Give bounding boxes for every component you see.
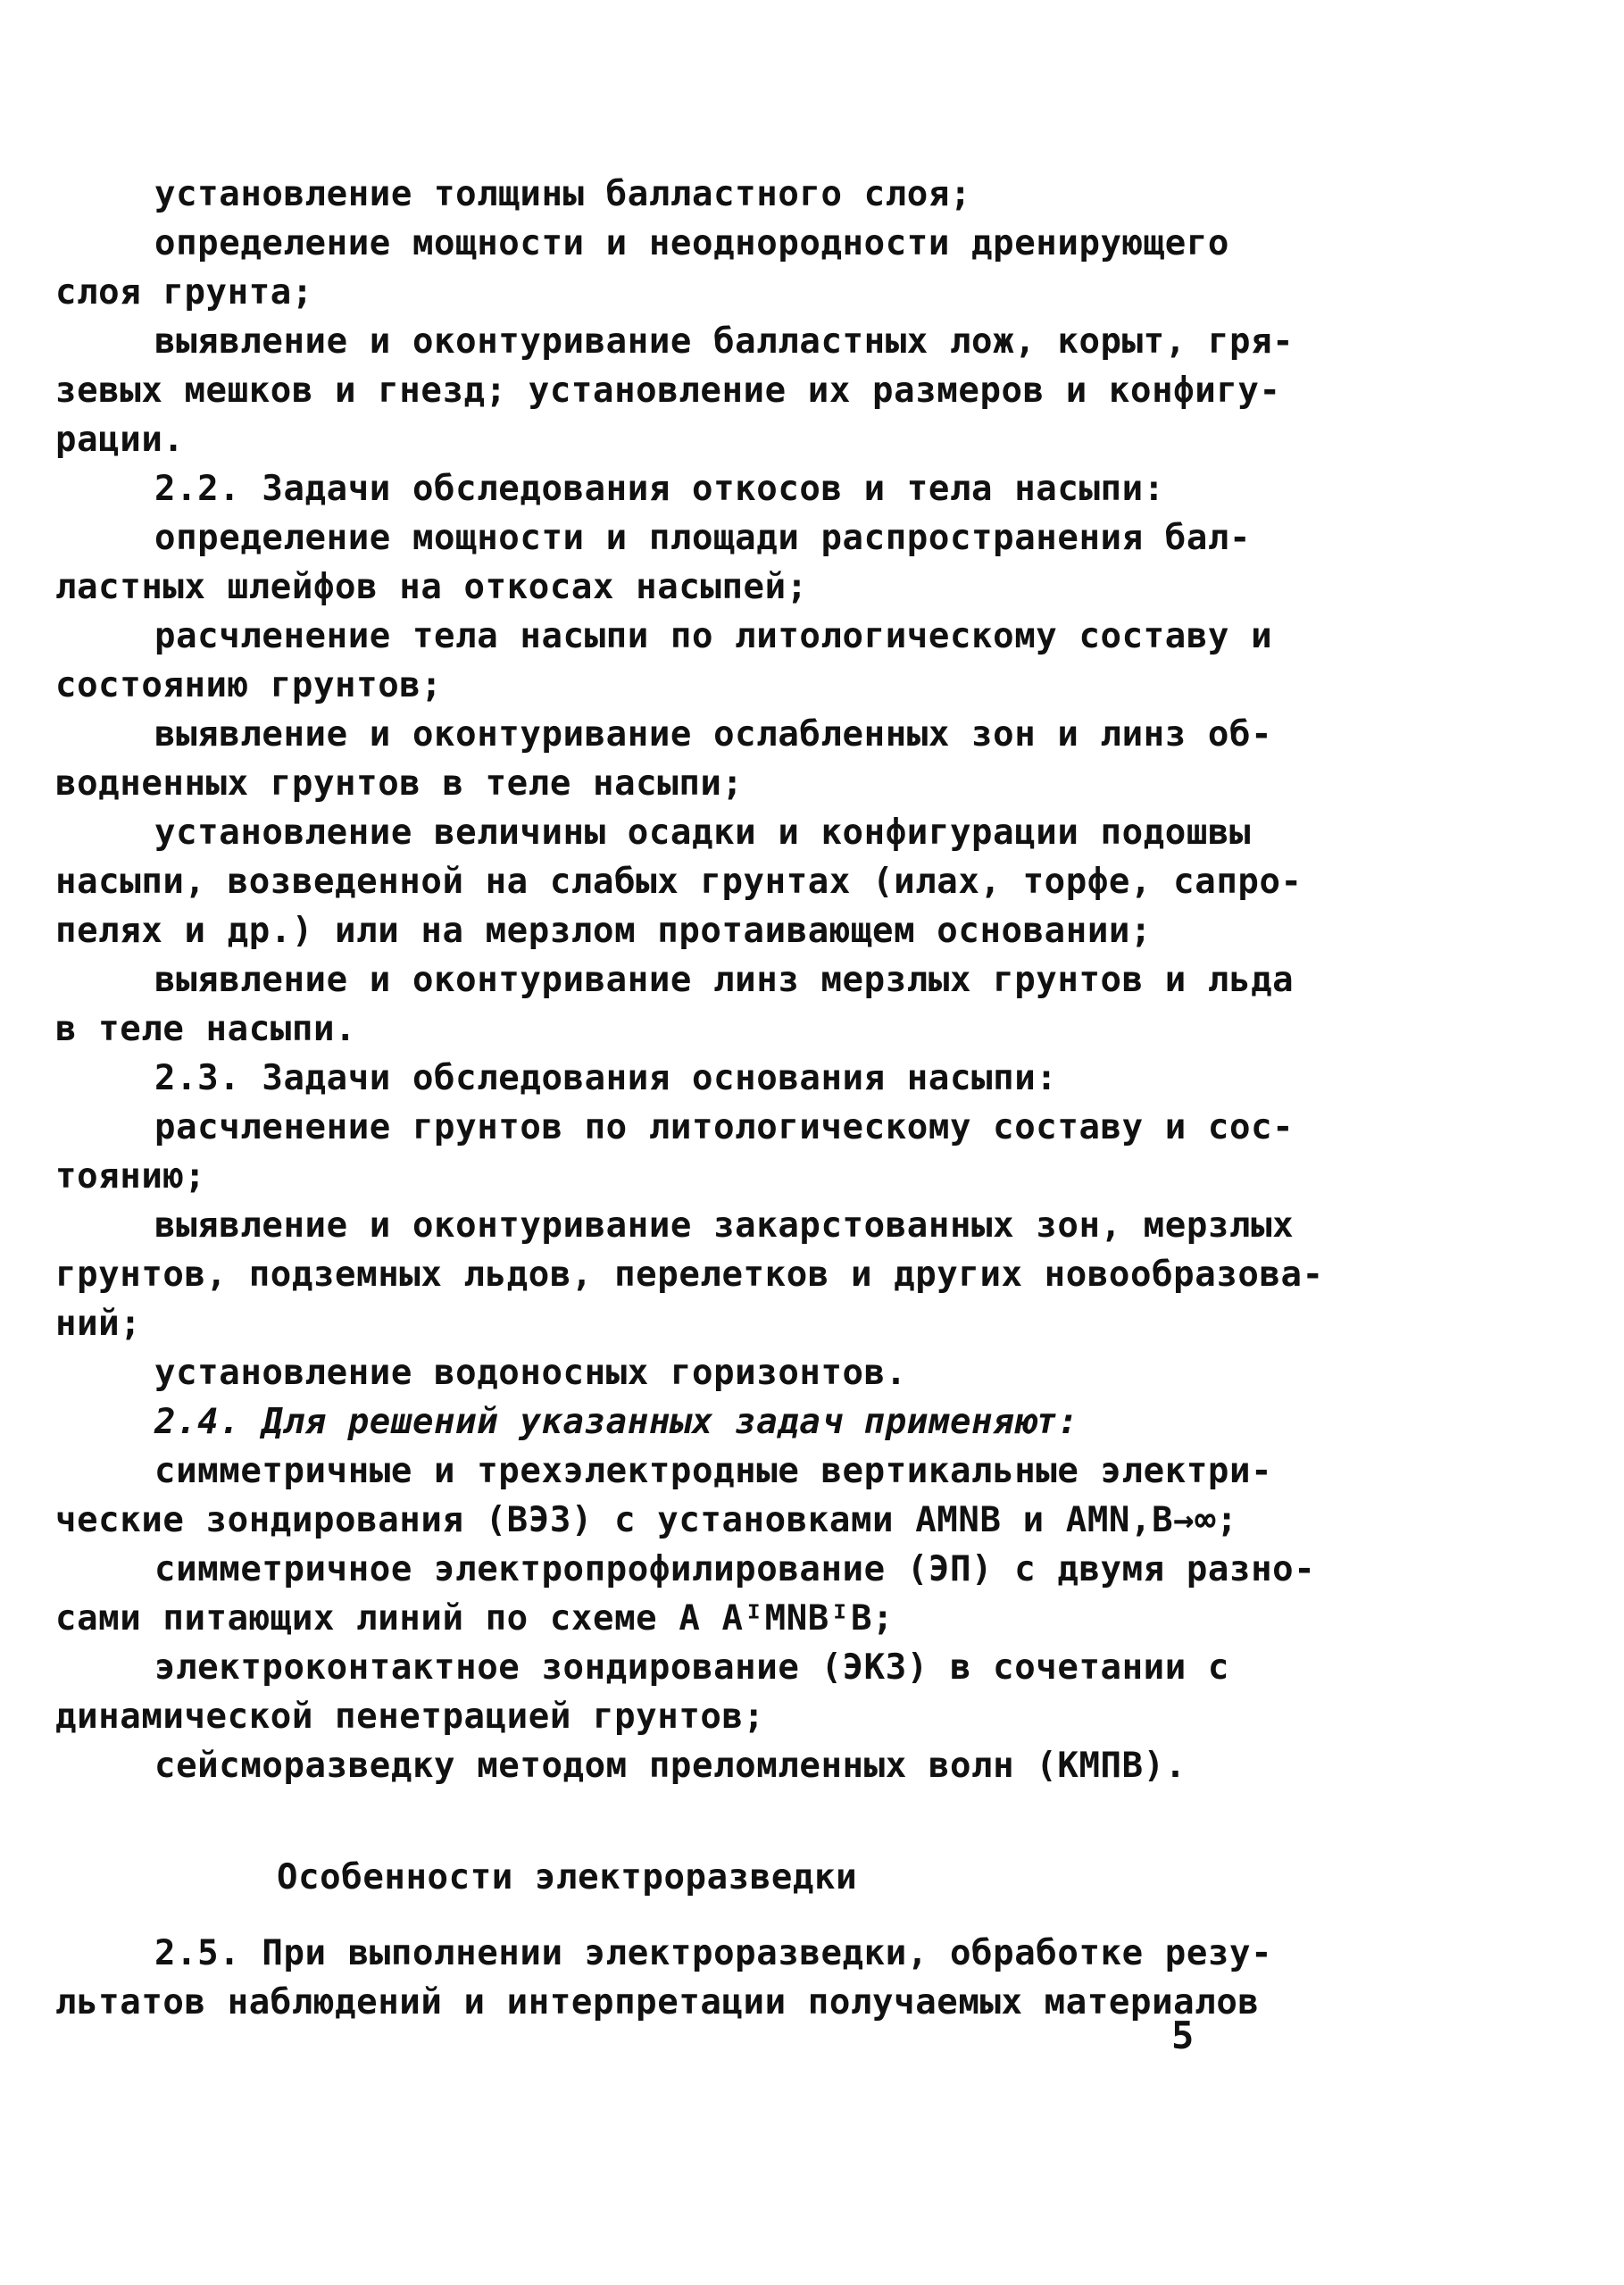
section-heading-2-2: 2.2. Задачи обследования откосов и тела насыпи: [154, 469, 1165, 509]
text-line: установление водоносных горизонтов. [154, 1353, 907, 1393]
text-line: пелях и др.) или на мерзлом протаивающем основании; [55, 911, 1153, 951]
section-heading-2-3: 2.3. Задачи обследования основания насыпи: [154, 1058, 1058, 1098]
text-line: расчленение грунтов по литологическому составу и сос- [154, 1107, 1295, 1147]
text-line: насыпи, возведенной на слабых грунтах (илах, торфе, сапро- [55, 862, 1303, 902]
text-line: определение мощности и площади распространения бал- [154, 518, 1252, 558]
text-line: симметричное электропрофилирование (ЭП) с двумя разно- [154, 1549, 1316, 1589]
text-line: ческие зондирования (ВЭЗ) с установками AMNB и AMN,B→∞; [55, 1500, 1238, 1540]
text-line: слоя грунта; [55, 272, 313, 313]
text-line: установление толщины балластного слоя; [154, 174, 972, 214]
text-line: выявление и оконтуривание линз мерзлых грунтов и льда [154, 960, 1295, 1000]
page-number: 5 [1171, 2014, 1195, 2057]
text-line: тоянию; [55, 1156, 206, 1197]
text-line: в теле насыпи. [55, 1009, 357, 1049]
text-line: расчленение тела насыпи по литологическому составу и [154, 616, 1273, 656]
text-line: рации. [55, 420, 185, 460]
text-line: льтатов наблюдений и интерпретации получаемых материалов [55, 1982, 1260, 2022]
subsection-title: Особенности электроразведки [277, 1857, 858, 1897]
text-line: симметричные и трехэлектродные вертикальные электри- [154, 1451, 1273, 1491]
text-line: грунтов, подземных льдов, перелетков и других новообразова- [55, 1255, 1324, 1295]
text-line: выявление и оконтуривание ослабленных зон и линз об- [154, 714, 1273, 755]
text-line: установление величины осадки и конфигурации подошвы [154, 813, 1252, 853]
text-line: определение мощности и неоднородности дренирующего [154, 223, 1229, 263]
text-line: зевых мешков и гнезд; установление их размеров и конфигу- [55, 371, 1281, 411]
section-heading-2-5: 2.5. При выполнении электроразведки, обработке резу- [154, 1933, 1273, 1973]
section-heading-2-4: 2.4. Для решений указанных задач применяют: [154, 1402, 1079, 1442]
text-line: сейсморазведку методом преломленных волн (КМПВ). [154, 1746, 1187, 1786]
text-line: динамической пенетрацией грунтов; [55, 1697, 765, 1737]
text-line: выявление и оконтуривание закарстованных зон, мерзлых [154, 1205, 1295, 1246]
text-line: состоянию грунтов; [55, 665, 443, 705]
text-line: водненных грунтов в теле насыпи; [55, 763, 744, 804]
text-line: ластных шлейфов на откосах насыпей; [55, 567, 808, 607]
text-line: сами питающих линий по схеме A AᴵMNBᴵB; [55, 1598, 895, 1639]
text-line: электроконтактное зондирование (ЭКЗ) в сочетании с [154, 1647, 1229, 1688]
text-line: ний; [55, 1304, 142, 1344]
text-line: выявление и оконтуривание балластных лож, корыт, гря- [154, 321, 1295, 362]
